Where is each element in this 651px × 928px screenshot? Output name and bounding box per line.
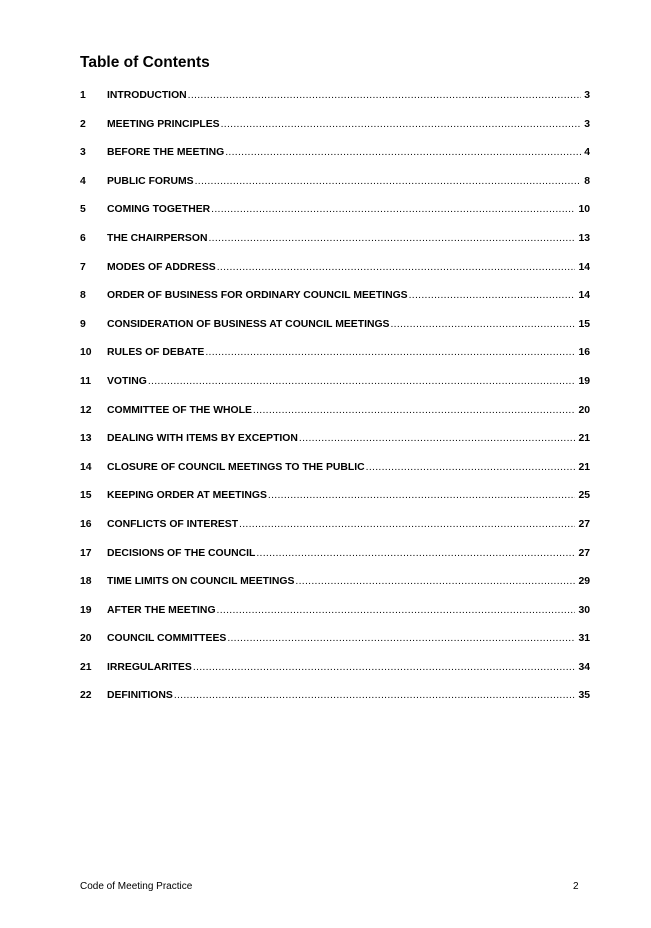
toc-entry-number: 18 bbox=[80, 576, 92, 588]
toc-dot-leader bbox=[256, 548, 575, 559]
toc-entry-number: 4 bbox=[80, 175, 86, 187]
toc-dot-leader bbox=[253, 405, 576, 416]
toc-entry-label[interactable]: COUNCIL COMMITTEES bbox=[107, 633, 227, 645]
toc-entry[interactable] bbox=[80, 433, 590, 462]
toc-entry-page[interactable]: 16 bbox=[578, 347, 590, 359]
toc-dot-leader bbox=[188, 90, 582, 101]
toc-entry-number: 1 bbox=[80, 90, 86, 101]
toc-dot-leader bbox=[205, 347, 575, 358]
toc-dot-leader bbox=[239, 519, 575, 530]
footer-document-name: Code of Meeting Practice bbox=[80, 881, 193, 892]
toc-dot-leader bbox=[299, 433, 576, 444]
toc-title: Table of Contents bbox=[80, 54, 210, 71]
toc-entry-page[interactable]: 3 bbox=[584, 118, 590, 130]
toc-entry-page[interactable]: 29 bbox=[578, 576, 590, 588]
toc-entry[interactable] bbox=[80, 233, 590, 262]
toc-entry[interactable] bbox=[80, 147, 590, 176]
toc-entry-label[interactable]: COMING TOGETHER bbox=[107, 204, 211, 216]
toc-dot-leader bbox=[221, 119, 582, 130]
toc-entry[interactable] bbox=[80, 490, 590, 519]
toc-entry[interactable] bbox=[80, 548, 590, 577]
toc-entry-label[interactable]: VOTING bbox=[107, 375, 147, 387]
toc-entry-number: 9 bbox=[80, 318, 86, 330]
toc-entry-label[interactable]: THE CHAIRPERSON bbox=[107, 232, 208, 244]
toc-dot-leader bbox=[225, 147, 581, 158]
toc-entry-page[interactable]: 4 bbox=[584, 147, 590, 159]
toc-entry-number: 17 bbox=[80, 547, 92, 559]
toc-entry-page[interactable]: 31 bbox=[578, 633, 590, 645]
toc-entry-label[interactable]: IRREGULARITES bbox=[107, 661, 192, 673]
toc-entry-label[interactable]: COMMITTEE OF THE WHOLE bbox=[107, 404, 252, 416]
toc-entry-page[interactable]: 27 bbox=[578, 518, 590, 530]
toc-entry-number: 15 bbox=[80, 490, 92, 502]
toc-entry-page[interactable]: 30 bbox=[578, 604, 590, 616]
toc-entry[interactable] bbox=[80, 262, 590, 291]
toc-entry-page[interactable]: 15 bbox=[578, 318, 590, 330]
toc-entry-page[interactable]: 10 bbox=[578, 204, 590, 216]
toc-entry-number: 2 bbox=[80, 118, 86, 130]
toc-entry-label[interactable]: RULES OF DEBATE bbox=[107, 347, 205, 359]
toc-entry-number: 19 bbox=[80, 604, 92, 616]
toc-entry-number: 13 bbox=[80, 433, 92, 445]
toc-entry-label[interactable]: KEEPING ORDER AT MEETINGS bbox=[107, 490, 267, 502]
toc-entry[interactable] bbox=[80, 605, 590, 634]
toc-dot-leader bbox=[227, 633, 575, 644]
toc-entry-label[interactable]: CONFLICTS OF INTEREST bbox=[107, 518, 239, 530]
toc-entry-number: 22 bbox=[80, 690, 92, 702]
toc-entry[interactable] bbox=[80, 690, 590, 719]
toc-entry-page[interactable]: 14 bbox=[578, 261, 590, 273]
toc-entry-number: 12 bbox=[80, 404, 92, 416]
toc-dot-leader bbox=[268, 490, 576, 501]
toc-entry-page[interactable]: 34 bbox=[578, 661, 590, 673]
toc-entry-number: 20 bbox=[80, 633, 92, 645]
toc-entry-label[interactable]: TIME LIMITS ON COUNCIL MEETINGS bbox=[107, 576, 295, 588]
toc-entry-label[interactable]: AFTER THE MEETING bbox=[107, 604, 216, 616]
toc-entry-label[interactable]: MODES OF ADDRESS bbox=[107, 261, 216, 273]
toc-entry-label[interactable]: ORDER OF BUSINESS FOR ORDINARY COUNCIL MEETINGS bbox=[107, 290, 408, 302]
toc-entry[interactable] bbox=[80, 319, 590, 348]
toc-dot-leader bbox=[295, 576, 575, 587]
toc-entry-page[interactable]: 35 bbox=[578, 690, 590, 702]
toc-entry[interactable] bbox=[80, 462, 590, 491]
toc-entry-label[interactable]: DEALING WITH ITEMS BY EXCEPTION bbox=[107, 433, 298, 445]
toc-entry-label[interactable]: DECISIONS OF THE COUNCIL bbox=[107, 547, 256, 559]
toc-dot-leader bbox=[195, 176, 582, 187]
toc-entry[interactable] bbox=[80, 290, 590, 319]
toc-dot-leader bbox=[193, 662, 576, 673]
toc-entry[interactable] bbox=[80, 519, 590, 548]
toc-entry[interactable] bbox=[80, 405, 590, 434]
toc-entry-label[interactable]: INTRODUCTION bbox=[107, 90, 187, 101]
toc-list bbox=[80, 90, 590, 719]
toc-dot-leader bbox=[174, 690, 576, 701]
toc-entry-page[interactable]: 19 bbox=[578, 375, 590, 387]
toc-entry-number: 21 bbox=[80, 661, 92, 673]
toc-dot-leader bbox=[390, 319, 575, 330]
toc-entry-number: 3 bbox=[80, 147, 86, 159]
footer-page-number: 2 bbox=[573, 881, 579, 892]
toc-entry-page[interactable]: 21 bbox=[578, 461, 590, 473]
toc-entry-number: 7 bbox=[80, 261, 86, 273]
toc-entry-page[interactable]: 3 bbox=[584, 90, 590, 101]
toc-entry-page[interactable]: 14 bbox=[578, 290, 590, 302]
toc-entry-number: 10 bbox=[80, 347, 92, 359]
toc-entry-page[interactable]: 20 bbox=[578, 404, 590, 416]
toc-entry[interactable] bbox=[80, 90, 590, 119]
toc-entry-page[interactable]: 27 bbox=[578, 547, 590, 559]
toc-entry[interactable] bbox=[80, 576, 590, 605]
toc-dot-leader bbox=[366, 462, 576, 473]
toc-entry-label[interactable]: CLOSURE OF COUNCIL MEETINGS TO THE PUBLIC bbox=[107, 461, 365, 473]
toc-entry-label[interactable]: CONSIDERATION OF BUSINESS AT COUNCIL MEETINGS bbox=[107, 318, 390, 330]
toc-entry[interactable] bbox=[80, 119, 590, 148]
toc-dot-leader bbox=[211, 204, 575, 215]
toc-dot-leader bbox=[217, 262, 576, 273]
toc-dot-leader bbox=[208, 233, 575, 244]
toc-entry-number: 8 bbox=[80, 290, 86, 302]
toc-entry[interactable] bbox=[80, 204, 590, 233]
toc-dot-leader bbox=[409, 290, 576, 301]
toc-entry-label[interactable]: PUBLIC FORUMS bbox=[107, 175, 194, 187]
toc-dot-leader bbox=[148, 376, 576, 387]
toc-entry-label[interactable]: DEFINITIONS bbox=[107, 690, 173, 702]
toc-entry-number: 5 bbox=[80, 204, 86, 216]
toc-entry-number: 16 bbox=[80, 518, 92, 530]
toc-dot-leader bbox=[217, 605, 576, 616]
toc-entry-label[interactable]: MEETING PRINCIPLES bbox=[107, 118, 220, 130]
toc-entry-page[interactable]: 21 bbox=[578, 433, 590, 445]
toc-entry[interactable] bbox=[80, 633, 590, 662]
toc-entry-number: 6 bbox=[80, 232, 86, 244]
toc-entry-page[interactable]: 13 bbox=[578, 232, 590, 244]
toc-entry[interactable] bbox=[80, 347, 590, 376]
toc-entry-page[interactable]: 25 bbox=[578, 490, 590, 502]
toc-entry-number: 14 bbox=[80, 461, 92, 473]
toc-entry[interactable] bbox=[80, 662, 590, 691]
toc-entry[interactable] bbox=[80, 176, 590, 205]
toc-entry-page[interactable]: 8 bbox=[584, 175, 590, 187]
toc-entry-label[interactable]: BEFORE THE MEETING bbox=[107, 147, 225, 159]
toc-entry[interactable] bbox=[80, 376, 590, 405]
toc-entry-number: 11 bbox=[80, 375, 91, 387]
